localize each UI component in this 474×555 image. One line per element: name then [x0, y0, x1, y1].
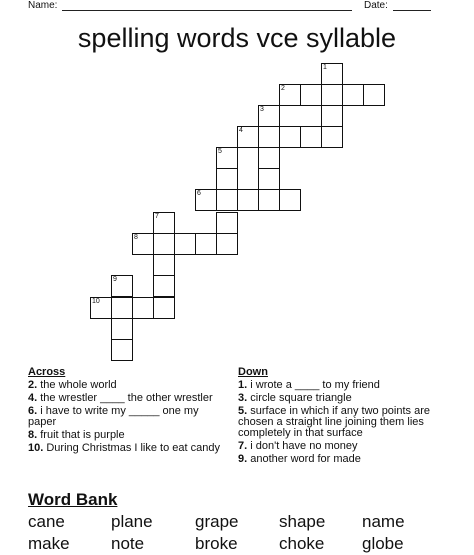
clue-number: 6. [28, 405, 38, 417]
clue-text: i wrote a ____ to my friend [247, 379, 380, 391]
across-clues [28, 380, 224, 456]
clue-number: 5. [238, 405, 248, 417]
name-label: Name: [28, 0, 58, 11]
grid-cell[interactable] [216, 168, 238, 190]
clue-number: 4. [28, 392, 38, 404]
grid-cell[interactable] [153, 275, 175, 297]
clue-number: 5 [218, 148, 222, 155]
word-bank-item: grape [195, 512, 239, 531]
clue-text: i have to write my _____ one my paper [28, 405, 199, 428]
clue-text: During Christmas I like to eat candy [43, 442, 220, 454]
word-bank-item: make [28, 534, 70, 553]
grid-cell[interactable] [174, 233, 196, 255]
grid-cell[interactable] [216, 212, 238, 234]
grid-cell[interactable] [321, 63, 343, 85]
grid-cell[interactable] [111, 318, 133, 340]
grid-cell[interactable] [111, 297, 133, 319]
clue-item [28, 393, 224, 404]
grid-cell[interactable] [153, 233, 175, 255]
grid-cell[interactable] [300, 126, 322, 148]
clue-number: 10 [92, 298, 100, 305]
grid-cell[interactable] [90, 297, 112, 319]
grid-cell[interactable] [132, 297, 154, 319]
clue-number: 4 [239, 127, 243, 134]
clue-text: fruit that is purple [37, 429, 125, 441]
down-heading: Down [238, 366, 268, 378]
grid-cell[interactable] [321, 126, 343, 148]
word-bank-item: cane [28, 512, 65, 531]
word-bank-item: shape [279, 512, 326, 531]
grid-cell[interactable] [321, 84, 343, 106]
across-heading: Across [28, 366, 66, 378]
clue-item [28, 380, 224, 391]
page-title: spelling words vce syllable [77, 23, 397, 53]
clue-item [238, 454, 448, 465]
grid-cell[interactable] [195, 189, 217, 211]
grid-cell[interactable] [279, 126, 301, 148]
grid-cell[interactable] [216, 189, 238, 211]
clue-number: 6 [197, 190, 201, 197]
grid-cell[interactable] [342, 84, 364, 106]
clue-number: 7. [238, 440, 248, 452]
word-bank-item: globe [362, 534, 404, 553]
clue-item [238, 393, 448, 404]
clue-number: 1 [323, 64, 327, 71]
word-bank-item: note [111, 534, 145, 553]
grid-cell[interactable] [258, 147, 280, 169]
clue-item [28, 406, 224, 428]
clue-text: circle square triangle [247, 392, 352, 404]
clue-text: i don't have no money [247, 440, 358, 452]
clue-number: 10. [28, 442, 44, 454]
grid-cell[interactable] [216, 147, 238, 169]
word-bank-item: name [362, 512, 405, 531]
word-bank-title: Word Bank [28, 490, 118, 509]
word-bank-item: choke [279, 534, 325, 553]
grid-cell[interactable] [153, 254, 175, 276]
grid-cell[interactable] [300, 84, 322, 106]
clue-number: 7 [155, 213, 159, 220]
word-bank-item: plane [111, 512, 153, 531]
clue-number: 1. [238, 379, 248, 391]
grid-cell[interactable] [237, 126, 259, 148]
grid-cell[interactable] [258, 189, 280, 211]
clue-number: 8. [28, 429, 38, 441]
grid-cell[interactable] [279, 84, 301, 106]
clue-number: 9 [113, 276, 117, 283]
grid-cell[interactable] [237, 189, 259, 211]
clue-item [28, 430, 224, 441]
grid-cell[interactable] [153, 212, 175, 234]
clue-item [238, 406, 448, 439]
clue-item [28, 443, 224, 454]
clue-number: 3 [260, 106, 264, 113]
clue-text: the wrestler ____ the other wrestler [37, 392, 213, 404]
grid-cell[interactable] [279, 189, 301, 211]
grid-cell[interactable] [258, 126, 280, 148]
clue-number: 2 [281, 85, 285, 92]
date-label: Date: [364, 0, 388, 11]
grid-cell[interactable] [153, 297, 175, 319]
clue-text: surface in which if any two points are chosen a straight line joining them lies completely in that surface [238, 405, 430, 439]
clue-text: the whole world [37, 379, 117, 391]
grid-cell[interactable] [363, 84, 385, 106]
grid-cell[interactable] [258, 168, 280, 190]
clue-text: another word for made [247, 453, 361, 465]
grid-cell[interactable] [258, 105, 280, 127]
grid-cell[interactable] [111, 275, 133, 297]
down-clues [238, 380, 448, 467]
clue-number: 2. [28, 379, 38, 391]
clue-number: 9. [238, 453, 248, 465]
clue-item [238, 441, 448, 452]
grid-cell[interactable] [321, 105, 343, 127]
grid-cell[interactable] [195, 233, 217, 255]
grid-cell[interactable] [111, 339, 133, 361]
clue-number: 3. [238, 392, 248, 404]
clue-number: 8 [134, 234, 138, 241]
word-bank-item: broke [195, 534, 238, 553]
grid-cell[interactable] [132, 233, 154, 255]
clue-item [238, 380, 448, 391]
grid-cell[interactable] [216, 233, 238, 255]
